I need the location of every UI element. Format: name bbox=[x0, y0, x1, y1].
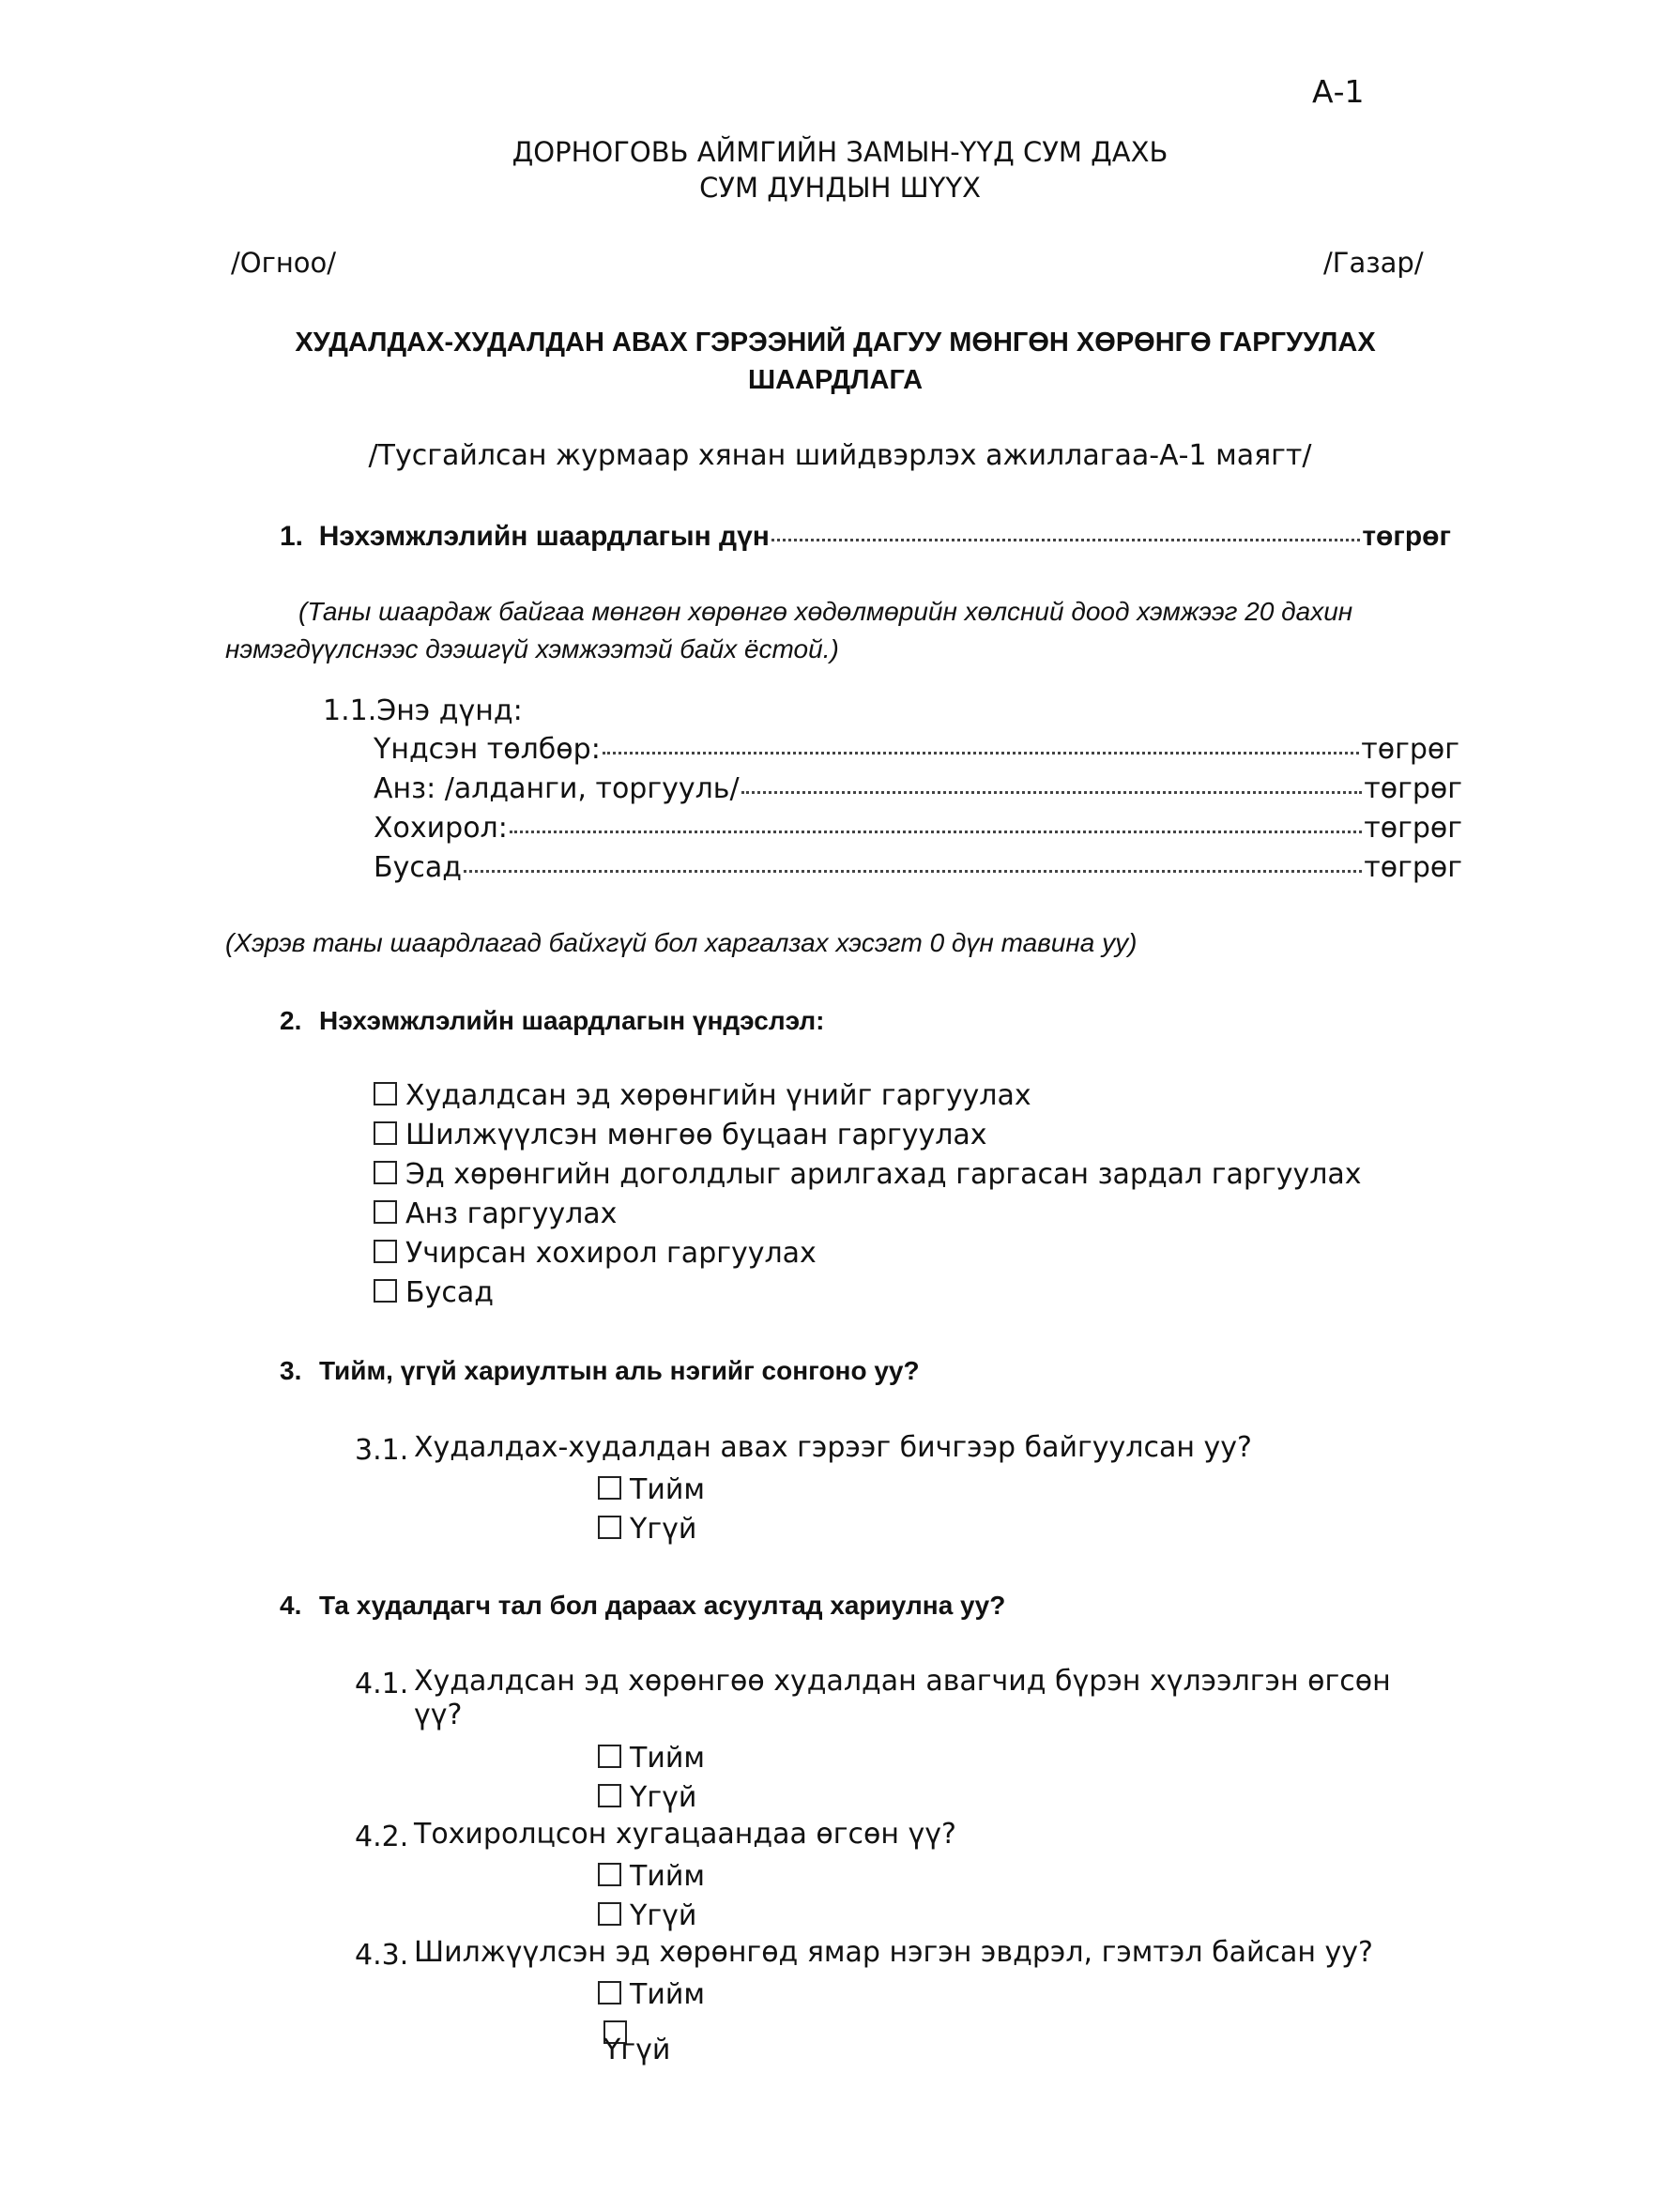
checkbox-icon[interactable] bbox=[374, 1082, 397, 1105]
checkbox-icon[interactable] bbox=[598, 1902, 621, 1926]
breakdown-row-other bbox=[374, 851, 1462, 884]
checkbox-icon[interactable] bbox=[374, 1200, 397, 1224]
zero-amount-note: (Хэрэв таны шаардлагад байхгүй бол харгалзах хэсэгт 0 дүн тавина уу) bbox=[225, 928, 1138, 957]
answer-no-clipped bbox=[603, 2034, 671, 2066]
breakdown-row-label: Бусад bbox=[374, 851, 462, 884]
section1-amount-row bbox=[280, 521, 1451, 553]
question-number: 4.2. bbox=[355, 1821, 409, 1853]
section4-label: Та худалдагч тал бол дараах асуултад хариулна уу? bbox=[319, 1591, 1006, 1620]
document-subtitle: /Тусгайлсан журмаар хянан шийдвэрлэх ажиллагаа-А-1 маягт/ bbox=[368, 439, 1312, 472]
checkbox-icon[interactable] bbox=[598, 1981, 621, 2004]
breakdown-row-blank[interactable] bbox=[510, 831, 1362, 833]
basis-option-penalty[interactable] bbox=[374, 1197, 617, 1230]
breakdown-row-principal bbox=[374, 733, 1459, 766]
basis-option-label: Анз гаргуулах bbox=[405, 1197, 618, 1230]
section4-number: 4. bbox=[280, 1591, 302, 1620]
checkbox-icon[interactable] bbox=[598, 1476, 621, 1500]
section3-number: 3. bbox=[280, 1356, 302, 1385]
breakdown-row-label: Үндсэн төлбөр: bbox=[374, 733, 601, 766]
answer-label: Үгүй bbox=[630, 1781, 697, 1814]
amount-unit: төгрөг bbox=[1362, 521, 1451, 552]
answer-no[interactable] bbox=[598, 1899, 696, 1932]
basis-option-label: Эд хөрөнгийн доголдлыг арилгахад гаргасан зардал гаргуулах bbox=[405, 1158, 1362, 1191]
answer-no[interactable] bbox=[598, 1513, 696, 1546]
question-text-line1: Худалдсан эд хөрөнгөө худалдан авагчид бүрэн хүлээлгэн өгсөн bbox=[414, 1665, 1391, 1698]
question-text-line2: үү? bbox=[414, 1699, 463, 1731]
answer-label: Тийм bbox=[630, 1473, 705, 1506]
section2-number: 2. bbox=[280, 1006, 302, 1035]
basis-option-label: Учирсан хохирол гаргуулах bbox=[405, 1237, 817, 1270]
answer-yes[interactable] bbox=[598, 1742, 705, 1775]
question-text bbox=[414, 1665, 1391, 1732]
basis-option-refund[interactable] bbox=[374, 1119, 987, 1151]
document-title-line1: ХУДАЛДАХ-ХУДАЛДАН АВАХ ГЭРЭЭНИЙ ДАГУУ МӨНГӨН ХӨРӨНГӨ ГАРГУУЛАХ bbox=[295, 328, 1376, 358]
amount-limit-note-line1: (Таны шаардаж байгаа мөнгөн хөрөнгө хөдөлмөрийн хөлсний доод хэмжээг 20 дахин bbox=[298, 597, 1353, 626]
breakdown-row-unit: төгрөг bbox=[1364, 812, 1462, 845]
checkbox-icon[interactable] bbox=[598, 1863, 621, 1886]
amount-blank[interactable] bbox=[771, 539, 1360, 541]
court-name-line2: СУМ ДУНДЫН ШҮҮХ bbox=[699, 172, 981, 204]
checkbox-icon[interactable] bbox=[374, 1240, 397, 1263]
checkbox-icon[interactable] bbox=[374, 1121, 397, 1145]
breakdown-row-damages bbox=[374, 812, 1462, 845]
section1-number: 1. bbox=[280, 521, 304, 552]
answer-label: Үгүй bbox=[630, 1899, 697, 1932]
basis-option-label: Бусад bbox=[405, 1276, 494, 1309]
question-number: 4.3. bbox=[355, 1939, 409, 1972]
checkbox-icon[interactable] bbox=[374, 1279, 397, 1303]
breakdown-row-unit: төгрөг bbox=[1361, 733, 1459, 766]
court-name-line1: ДОРНОГОВЬ АЙМГИЙН ЗАМЫН-ҮҮД СУМ ДАХЬ bbox=[512, 136, 1168, 168]
amount-limit-note-line2: нэмэгдүүлснээс дээшгүй хэмжээтэй байх ёстой.) bbox=[225, 634, 839, 663]
checkbox-icon[interactable] bbox=[374, 1161, 397, 1184]
breakdown-row-label: Анз: /алданги, торгууль/ bbox=[374, 772, 740, 805]
breakdown-row-penalty bbox=[374, 772, 1462, 805]
question-text: Тохиролцсон хугацаандаа өгсөн үү? bbox=[414, 1818, 956, 1851]
answer-label: Тийм bbox=[630, 1860, 705, 1893]
section1-label: Нэхэмжлэлийн шаардлагын дүн bbox=[318, 521, 770, 552]
breakdown-row-label: Хохирол: bbox=[374, 812, 508, 845]
section1-heading bbox=[280, 521, 770, 553]
breakdown-row-blank[interactable] bbox=[464, 870, 1362, 873]
document-title bbox=[216, 324, 1455, 399]
answer-yes[interactable] bbox=[598, 1978, 705, 2011]
answer-label: Үгүй bbox=[630, 1513, 697, 1546]
breakdown-label: 1.1.Энэ дүнд: bbox=[323, 694, 523, 727]
amount-limit-note bbox=[225, 593, 1474, 668]
breakdown-row-unit: төгрөг bbox=[1364, 851, 1462, 884]
question-number: 3.1. bbox=[355, 1434, 409, 1467]
section2-label: Нэхэмжлэлийн шаардлагын үндэслэл: bbox=[319, 1006, 825, 1035]
answer-no[interactable] bbox=[598, 1781, 696, 1814]
court-name bbox=[0, 134, 1680, 206]
basis-option-defect-cost[interactable] bbox=[374, 1158, 1362, 1191]
question-text: Шилжүүлсэн эд хөрөнгөд ямар нэгэн эвдрэл, гэмтэл байсан уу? bbox=[414, 1936, 1373, 1969]
answer-yes[interactable] bbox=[598, 1860, 705, 1893]
breakdown-row-blank[interactable] bbox=[603, 752, 1359, 755]
date-field-label: /Огноо/ bbox=[231, 247, 337, 279]
section3-label: Тийм, үгүй хариултын аль нэгийг сонгоно уу? bbox=[319, 1356, 920, 1385]
basis-option-label: Шилжүүлсэн мөнгөө буцаан гаргуулах bbox=[405, 1119, 987, 1151]
answer-yes[interactable] bbox=[598, 1473, 705, 1506]
document-title-line2: ШААРДЛАГА bbox=[747, 365, 924, 395]
checkbox-icon[interactable] bbox=[598, 1784, 621, 1807]
form-code: А-1 bbox=[1312, 73, 1365, 110]
answer-label: Тийм bbox=[630, 1742, 705, 1775]
basis-option-label: Худалдсан эд хөрөнгийн үнийг гаргуулах bbox=[405, 1079, 1031, 1112]
checkbox-icon[interactable] bbox=[598, 1516, 621, 1539]
basis-option-other[interactable] bbox=[374, 1276, 494, 1309]
breakdown-row-blank[interactable] bbox=[741, 791, 1363, 794]
answer-label: Үгүй bbox=[603, 2034, 671, 2066]
question-text: Худалдах-худалдан авах гэрээг бичгээр байгуулсан уу? bbox=[414, 1431, 1252, 1464]
question-number: 4.1. bbox=[355, 1668, 409, 1700]
breakdown-row-unit: төгрөг bbox=[1364, 772, 1462, 805]
place-field-label: /Газар/ bbox=[1323, 247, 1424, 279]
answer-label: Тийм bbox=[630, 1978, 705, 2011]
basis-option-damages[interactable] bbox=[374, 1237, 817, 1270]
checkbox-icon[interactable] bbox=[598, 1745, 621, 1768]
basis-option-price[interactable] bbox=[374, 1079, 1031, 1112]
